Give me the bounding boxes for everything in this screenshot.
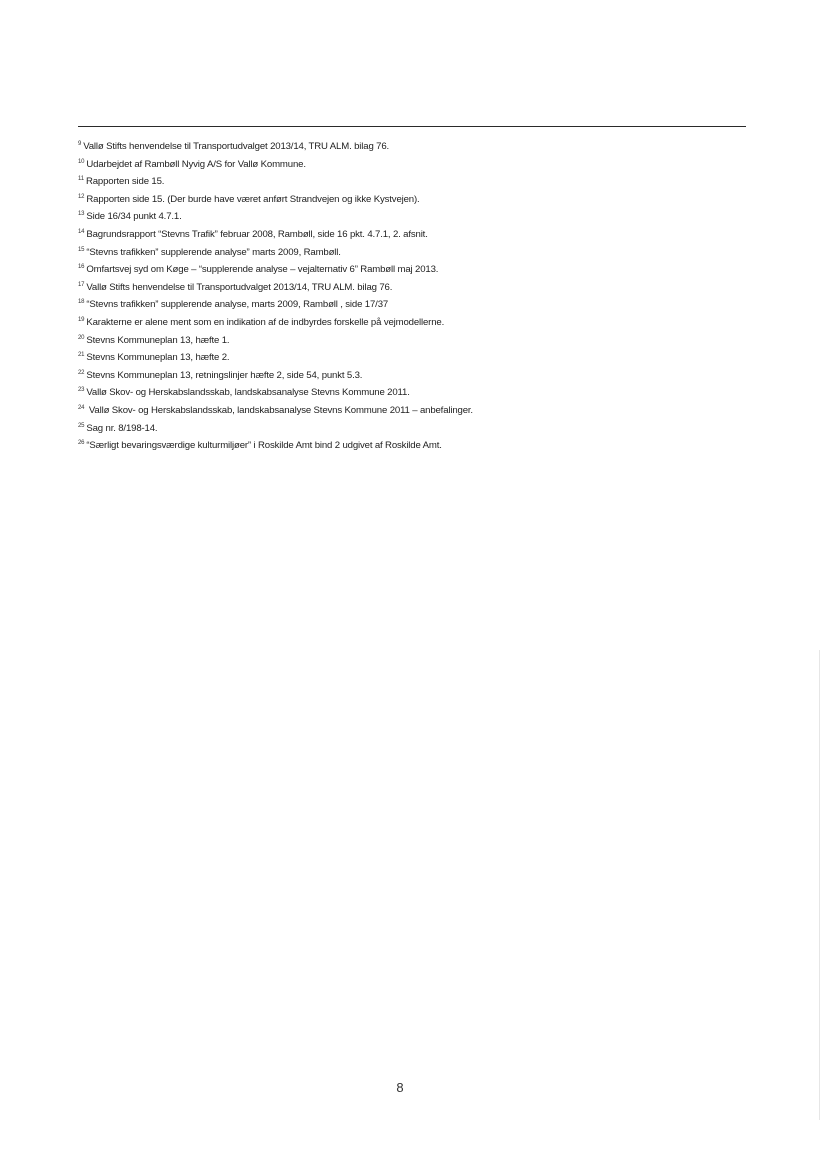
footnote-26 bbox=[78, 437, 758, 455]
footnote-17 bbox=[78, 279, 758, 297]
footnote-text: Rapporten side 15. bbox=[85, 176, 165, 188]
footnote-13 bbox=[78, 208, 758, 226]
footnote-text: Udarbejdet af Rambøll Nyvig A/S for Vallø Kommune. bbox=[86, 158, 306, 170]
footnote-14 bbox=[78, 226, 758, 244]
footnote-text: “Særligt bevaringsværdige kulturmiljøer” i Roskilde Amt bind 2 udgivet af Roskilde Amt. bbox=[86, 440, 442, 452]
footnote-text: Omfartsvej syd om Køge – “supplerende analyse – vejalternativ 6” Rambøll maj 2013. bbox=[86, 264, 439, 276]
footnote-number: 18 bbox=[78, 299, 85, 306]
footnote-number: 24 bbox=[78, 404, 85, 411]
footnote-11 bbox=[78, 173, 758, 191]
footnote-22 bbox=[78, 367, 758, 385]
footnote-number: 13 bbox=[78, 211, 85, 218]
footnote-16 bbox=[78, 261, 758, 279]
footnote-number: 20 bbox=[78, 334, 85, 341]
footnote-text: Rapporten side 15. (Der burde have været anført Strandvejen og ikke Kystvejen). bbox=[86, 193, 420, 205]
footnote-number: 12 bbox=[78, 193, 85, 200]
footnote-number: 21 bbox=[78, 352, 85, 359]
footnote-text: Sag nr. 8/198-14. bbox=[86, 422, 158, 434]
footnote-number: 25 bbox=[78, 422, 85, 429]
footnote-text: Stevns Kommuneplan 13, hæfte 2. bbox=[86, 352, 230, 364]
footnote-text: Vallø Stifts henvendelse til Transportudvalget 2013/14, TRU ALM. bilag 76. bbox=[86, 281, 393, 293]
footnote-24 bbox=[78, 402, 758, 420]
footnote-9 bbox=[78, 138, 758, 156]
footnote-text: Bagrundsrapport “Stevns Trafik” februar 2008, Rambøll, side 16 pkt. 4.7.1, 2. afsnit. bbox=[86, 228, 428, 240]
footnote-text: Vallø Skov- og Herskabslandsskab, landskabsanalyse Stevns Kommune 2011 – anbefalinger. bbox=[86, 404, 473, 416]
footnote-text: Side 16/34 punkt 4.7.1. bbox=[86, 211, 182, 223]
footnote-number: 17 bbox=[78, 281, 85, 288]
footnote-number: 14 bbox=[78, 228, 85, 235]
scan-edge-line bbox=[819, 650, 820, 1120]
footnote-text: Vallø Stifts henvendelse til Transportudvalget 2013/14, TRU ALM. bilag 76. bbox=[83, 141, 390, 152]
footnote-number: 22 bbox=[78, 369, 85, 376]
footnote-number: 19 bbox=[78, 316, 85, 323]
footnote-text: Stevns Kommuneplan 13, retningslinjer hæfte 2, side 54, punkt 5.3. bbox=[86, 369, 363, 381]
footnote-21 bbox=[78, 349, 758, 367]
footnote-18 bbox=[78, 296, 758, 314]
footnote-number: 10 bbox=[78, 158, 85, 165]
footnote-number: 16 bbox=[78, 264, 85, 271]
footnote-text: “Stevns trafikken” supplerende analyse” marts 2009, Rambøll. bbox=[86, 246, 341, 258]
footnote-20 bbox=[78, 332, 758, 350]
footnote-number: 9 bbox=[78, 141, 82, 147]
footnote-text: Vallø Skov- og Herskabslandsskab, landskabsanalyse Stevns Kommune 2011. bbox=[86, 387, 410, 399]
footnote-text: Karakterne er alene ment som en indikation af de indbyrdes forskelle på vejmodellerne. bbox=[86, 316, 445, 328]
footnote-23 bbox=[78, 384, 758, 402]
footnote-text: Stevns Kommuneplan 13, hæfte 1. bbox=[86, 334, 230, 346]
footnote-15 bbox=[78, 244, 758, 262]
footnote-number: 11 bbox=[78, 176, 84, 183]
footnote-25 bbox=[78, 420, 758, 438]
footnote-separator-rule bbox=[78, 126, 746, 127]
page-number: 8 bbox=[396, 1080, 404, 1095]
footnote-text: “Stevns trafikken” supplerende analyse, marts 2009, Rambøll , side 17/37 bbox=[86, 299, 389, 311]
footnote-number: 15 bbox=[78, 246, 85, 253]
footnote-list bbox=[78, 138, 758, 455]
footnote-12 bbox=[78, 191, 758, 209]
footnote-number: 23 bbox=[78, 387, 85, 394]
footnote-19 bbox=[78, 314, 758, 332]
footnote-number: 26 bbox=[78, 440, 85, 447]
footnote-10 bbox=[78, 156, 758, 174]
